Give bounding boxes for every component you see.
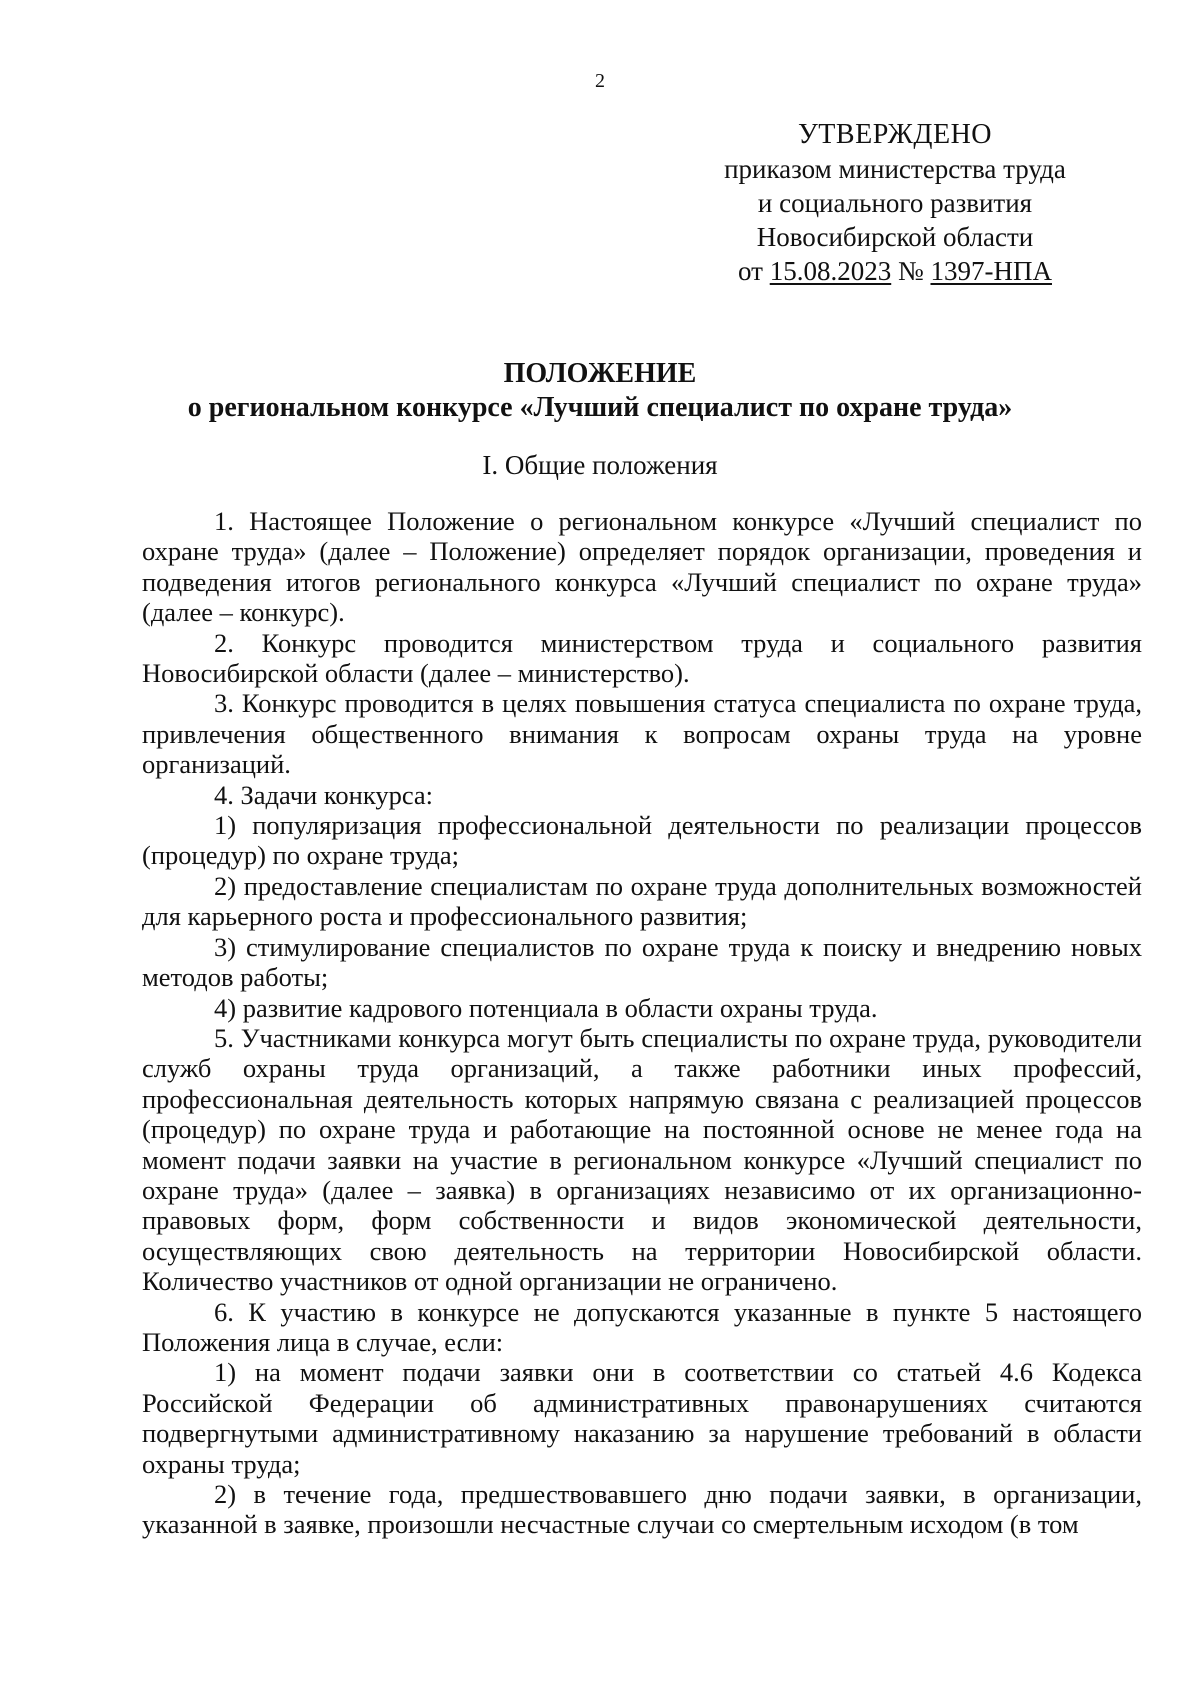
approval-line-3: Новосибирской области bbox=[756, 222, 1034, 252]
approval-line-2: и социального развития bbox=[757, 188, 1033, 218]
paragraph: 1. Настоящее Положение о региональном конкурсе «Лучший специалист по охране труда» (далее – Положение) определяет порядок организации, проведения и подведения итогов регионального конкурса «Лучший специалист по охране труда» (далее – конкурс). bbox=[142, 506, 1142, 628]
paragraph: 1) на момент подачи заявки они в соответствии со статьей 4.6 Кодекса Российской Федерации об административных правонарушениях считаются подвергнутыми административному наказанию за нарушение требований в области охраны труда; bbox=[142, 1357, 1142, 1479]
approval-number: 1397-НПА bbox=[930, 256, 1052, 286]
paragraph: 4) развитие кадрового потенциала в области охраны труда. bbox=[214, 992, 878, 1023]
page-number: 2 bbox=[595, 70, 605, 92]
document-title bbox=[0, 357, 1200, 425]
approval-block bbox=[700, 118, 1090, 288]
paragraph: 2) предоставление специалистам по охране труда дополнительных возможностей для карьерного роста и профессионального развития; bbox=[142, 870, 1142, 932]
approval-date: 15.08.2023 bbox=[769, 256, 892, 286]
approval-stamp-word: УТВЕРЖДЕНО bbox=[797, 119, 993, 150]
title-main: ПОЛОЖЕНИЕ bbox=[503, 358, 697, 389]
paragraph: 2) в течение года, предшествовавшего дню подачи заявки, в организации, указанной в заявке, произошли несчастные случаи со смертельным исходом (в том bbox=[142, 1479, 1142, 1540]
approval-number-sign: № bbox=[897, 256, 924, 286]
paragraph: 2. Конкурс проводится министерством труда и социального развития Новосибирской области (далее – министерство). bbox=[142, 627, 1142, 689]
paragraph: 5. Участниками конкурса могут быть специалисты по охране труда, руководители служб охраны труда организаций, а также работники иных профессий, профессиональная деятельность которых напрямую связана с реализацией процессов (процедур) по охране труда и работающие на постоянной основе не менее года на момент подачи заявки на участие в региональном конкурсе «Лучший специалист по охране труда» (далее – заявка) в организациях независимо от их организационно-правовых форм, форм собственности и видов экономической деятельности, осуществляющих свою деятельность на территории Новосибирской области. Количество участников от одной организации не ограничено. bbox=[142, 1022, 1142, 1297]
approval-line-1: приказом министерства труда bbox=[724, 154, 1066, 184]
title-subtitle: о региональном конкурсе «Лучший специалист по охране труда» bbox=[187, 392, 1013, 423]
approval-date-line bbox=[700, 254, 1090, 288]
approval-date-prefix: от bbox=[738, 256, 763, 286]
section-heading: I. Общие положения bbox=[482, 450, 718, 480]
paragraph: 3. Конкурс проводится в целях повышения статуса специалиста по охране труда, привлечения общественного внимания к вопросам охраны труда на уровне организаций. bbox=[142, 688, 1142, 780]
paragraph: 3) стимулирование специалистов по охране труда к поиску и внедрению новых методов работы; bbox=[142, 931, 1142, 993]
paragraph: 6. К участию в конкурсе не допускаются указанные в пункте 5 настоящего Положения лица в случае, если: bbox=[142, 1296, 1142, 1357]
paragraph: 4. Задачи конкурса: bbox=[214, 779, 434, 810]
paragraph: 1) популяризация профессиональной деятельности по реализации процессов (процедур) по охране труда; bbox=[142, 810, 1142, 871]
document-body bbox=[142, 506, 1142, 1540]
